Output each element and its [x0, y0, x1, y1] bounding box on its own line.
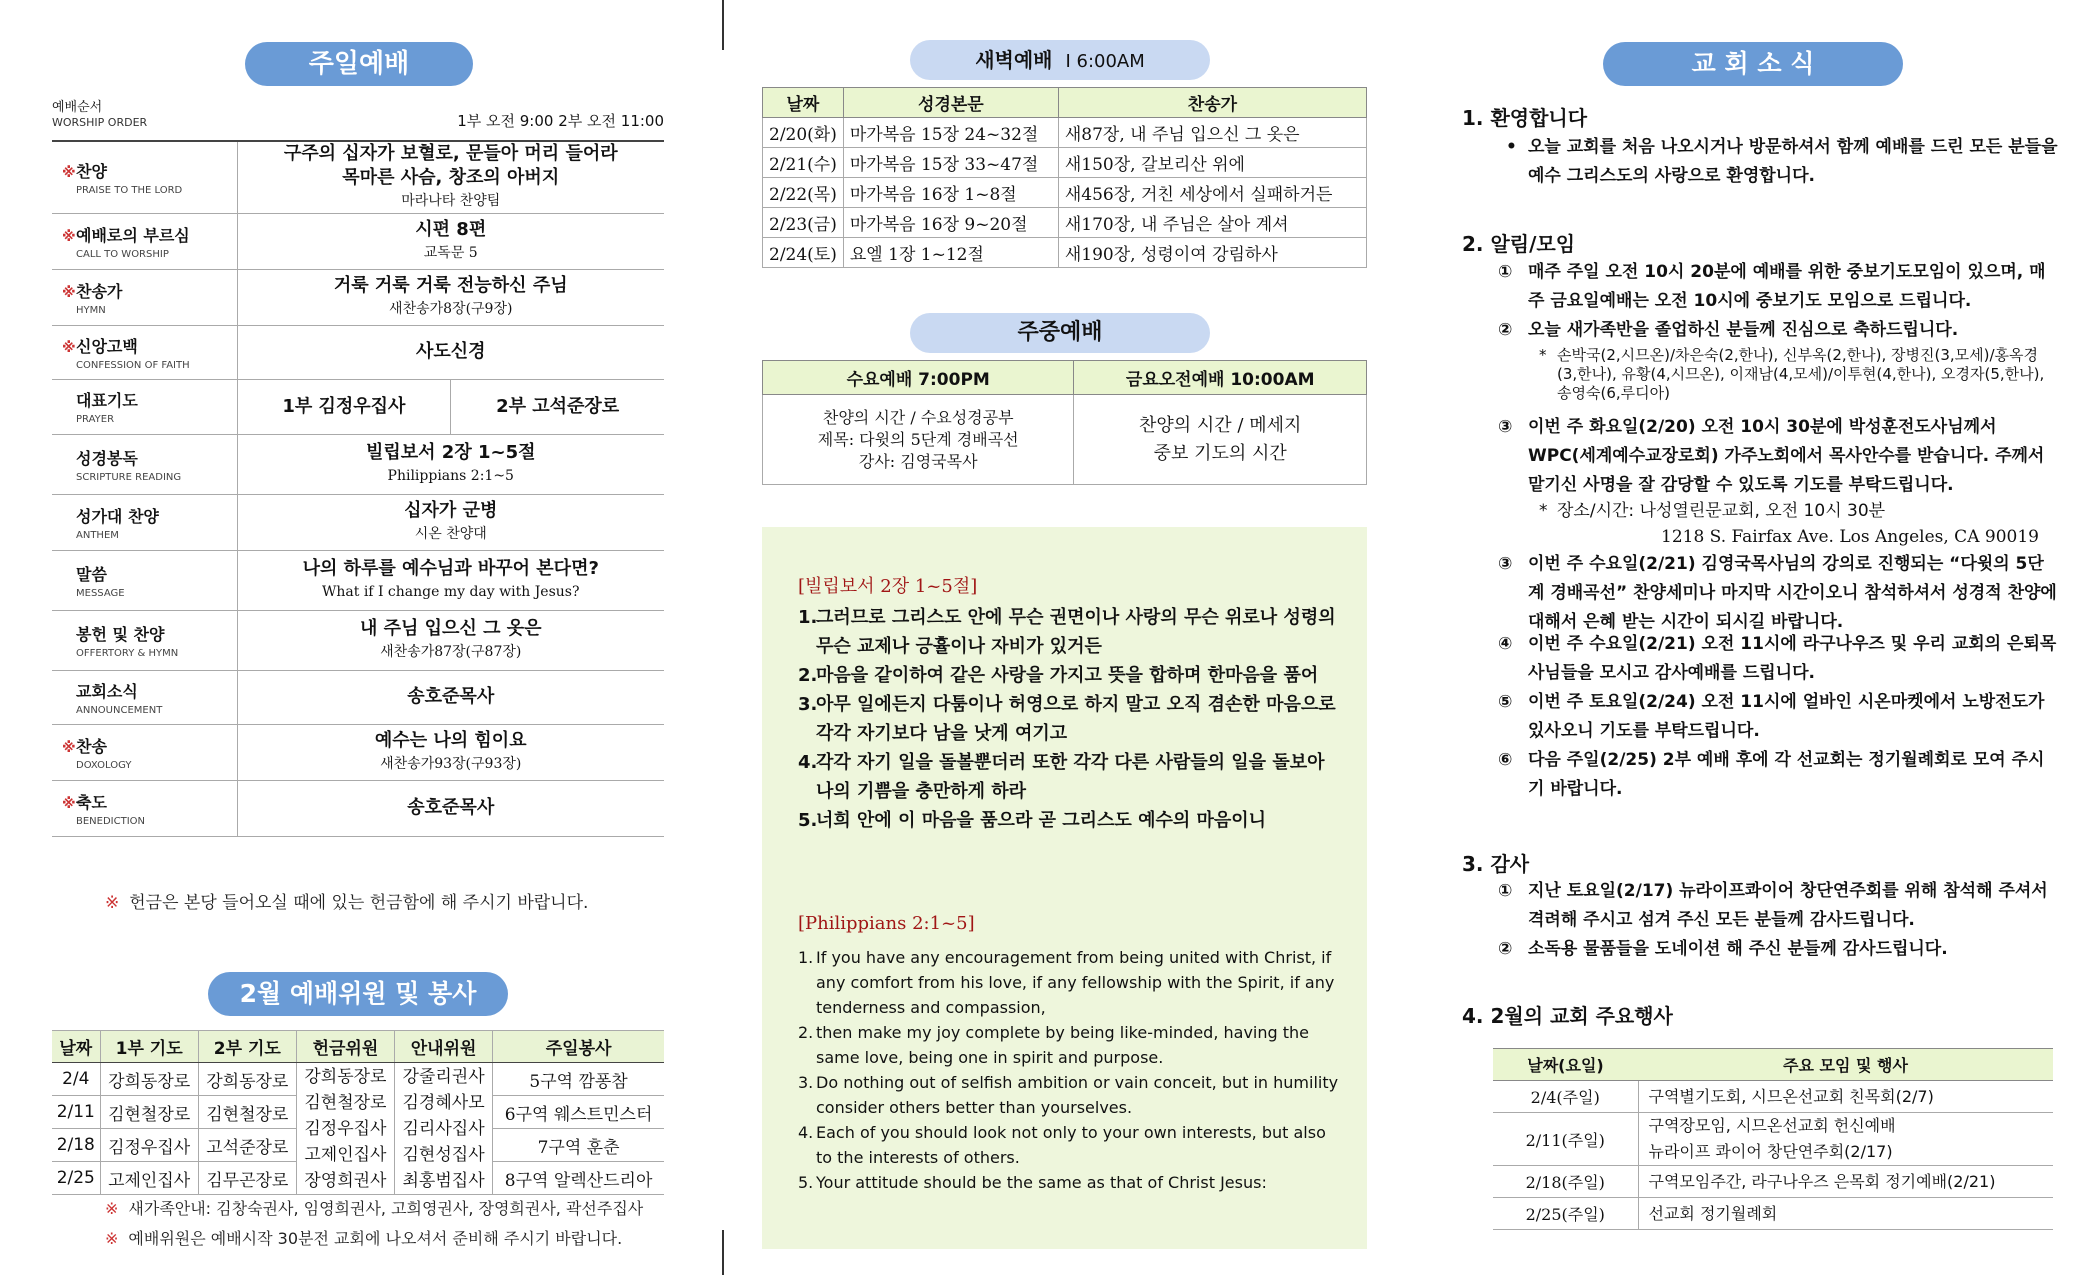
dawn-cell: 2/20(화): [763, 118, 844, 148]
event-name: [1638, 1113, 2053, 1166]
order-row: [52, 550, 664, 610]
dawn-cell: 2/23(금): [763, 208, 844, 238]
notice-item: [1498, 630, 2058, 688]
event-row: [1493, 1113, 2053, 1166]
order-label-en: MESSAGE: [76, 587, 125, 599]
dawn-cell: 마가복음 16장 1~8절: [843, 178, 1058, 208]
event-line: 선교회 정기월례회: [1648, 1203, 1778, 1223]
staff-cell: 7구역 훈춘: [493, 1129, 664, 1162]
order-label-en: ANNOUNCEMENT: [76, 704, 163, 716]
dawn-cell: 마가복음 16장 9~20절: [843, 208, 1058, 238]
verse: [798, 661, 1343, 690]
staff-name: 김경혜사모: [402, 1092, 485, 1113]
dawn-header: 날짜: [763, 88, 844, 118]
order-label-ko: 성가대 찬양: [76, 506, 159, 526]
order-label-ko: 교회소식: [76, 681, 138, 701]
dawn-cell: 2/21(수): [763, 148, 844, 178]
order-sub-text: 새찬송가87장(구87장): [380, 644, 522, 660]
order-label: [52, 670, 237, 724]
order-main-text: 빌립보서 2장 1~5절: [365, 442, 536, 463]
order-row: [52, 610, 664, 670]
order-label-en: PRAISE TO THE LORD: [76, 184, 183, 196]
notice-number: ③: [1498, 417, 1513, 437]
required-mark: ※: [62, 740, 76, 756]
scripture-box: [762, 527, 1367, 1249]
prayer-split: [238, 380, 665, 434]
order-row: [52, 494, 664, 550]
staff-cell: 강희동장로: [198, 1063, 296, 1096]
dawn-row: [763, 208, 1367, 238]
order-main-text: 예수는 나의 힘이요: [374, 730, 527, 751]
verse-number: 2.: [798, 1023, 814, 1042]
ordination-place: * 장소/시간: 나성열린문교회, 오전 10시 30분 1218 S. Fairfax Ave. Los Angeles, CA 90019: [1539, 501, 2039, 547]
thanks-item: [1498, 877, 2058, 935]
thanks-number: ①: [1498, 881, 1513, 901]
required-mark: ※: [62, 229, 76, 245]
english-scripture-ref: [Philippians 2:1~5]: [798, 913, 975, 934]
notice-text: 오늘 새가족반을 졸업하신 분들께 진심으로 축하드립니다.: [1528, 320, 1959, 340]
verse-text: Your attitude should be the same as that of Christ Jesus:: [816, 1173, 1267, 1192]
order-main-text: 시편 8편: [415, 219, 487, 240]
order-label-ko: 대표기도: [76, 391, 138, 410]
verse-text: 아무 일에든지 다툼이나 허영으로 하지 말고 오직 겸손한 마음으로 각각 자기보다 남을 낫게 여기고: [816, 694, 1336, 744]
thanks-text: 소독용 물품들을 도네이션 해 주신 분들께 감사드립니다.: [1528, 939, 1948, 959]
verse-text: Each of you should look not only to your own interests, but also to the interests of others.: [816, 1123, 1326, 1167]
english-verses: [798, 945, 1343, 1195]
event-date: 2/11(주일): [1493, 1113, 1638, 1166]
staff-cell: 고석준장로: [198, 1129, 296, 1162]
verse-text: 너희 안에 이 마음을 품으라 곧 그리스도 예수의 마음이니: [816, 810, 1267, 831]
staff-cell: 5구역 깜퐁참: [493, 1063, 664, 1096]
order-label-en: CONFESSION OF FAITH: [76, 359, 190, 371]
staff-cell: 2/25: [52, 1162, 100, 1195]
verse-number: 2.: [798, 665, 818, 686]
order-main-text: 구주의 십자가 보혈로, 문들아 머리 들어라: [283, 143, 618, 165]
order-label-ko: 찬송: [76, 736, 107, 756]
order-value: [237, 670, 664, 724]
thanks-item: [1498, 935, 2058, 964]
fri-cell: 찬양의 시간 / 메세지 중보 기도의 시간: [1074, 395, 1367, 485]
verse-number: 4.: [798, 1123, 814, 1142]
verse: [798, 748, 1343, 806]
order-label: [52, 213, 237, 269]
order-value: [237, 780, 664, 836]
worship-order-table: [52, 140, 664, 837]
required-mark: ※: [62, 340, 76, 356]
event-line: 구역별기도회, 시므온선교회 친목회(2/7): [1648, 1086, 1934, 1106]
order-label-en: DOXOLOGY: [76, 759, 132, 771]
staff-cell: 2/4: [52, 1063, 100, 1096]
staff-title: 2월 예배위원 및 봉사: [208, 972, 508, 1016]
order-main-text-2: 목마른 사슴, 창조의 아버지: [342, 167, 560, 189]
notice-text: 이번 주 수요일(2/21) 김영국목사님의 강의로 진행되는 “다윗의 5단계 경배곡선” 찬양세미나 마지막 시간이오니 참석하셔서 성경적 찬양에 대해서 은혜 받는 시간이 되시길 바랍니다.: [1528, 554, 2057, 632]
event-name: [1638, 1081, 2053, 1113]
notice-text: 매주 주일 오전 10시 20분에 예배를 위한 중보기도모임이 있으며, 매주 금요일예배는 오전 10시에 중보기도 모임으로 드립니다.: [1528, 262, 2046, 311]
notice-number: ⑤: [1498, 692, 1513, 712]
verse: [798, 806, 1343, 835]
prayer-second-service: 2부 고석준장로: [496, 395, 620, 417]
welcome-heading: 1. 환영합니다: [1462, 106, 1588, 130]
notice-item: [1498, 316, 2058, 345]
event-row: [1493, 1166, 2053, 1198]
order-label: [52, 325, 237, 379]
dawn-row: [763, 118, 1367, 148]
order-label: [52, 141, 237, 213]
ushers: [395, 1063, 493, 1195]
new-family-note: ※ 새가족안내: 김창숙권사, 임영희권사, 고희영권사, 장영희권사, 곽선주집사: [105, 1199, 644, 1218]
events-date-header: 날짜(요일): [1493, 1049, 1638, 1081]
order-label-en: SCRIPTURE READING: [76, 471, 182, 483]
order-sub-text: What if I change my day with Jesus?: [322, 584, 580, 600]
order-value: [237, 213, 664, 269]
events-name-header: 주요 모임 및 행사: [1638, 1049, 2053, 1081]
order-label-ko: 말씀: [76, 564, 107, 584]
staff-cell: 6구역 웨스트민스터: [493, 1096, 664, 1129]
order-main-text: 거룩 거룩 거룩 전능하신 주님: [333, 275, 568, 296]
order-value: [237, 141, 664, 213]
order-row: [52, 434, 664, 494]
notice-item: [1498, 746, 2058, 804]
event-line: 뉴라이프 콰이어 창단연주회(2/17): [1648, 1142, 1893, 1161]
order-main-text: 송호준목사: [407, 686, 495, 707]
verse-number: 4.: [798, 752, 818, 773]
order-label-ko: 예배로의 부르심: [76, 225, 190, 245]
notice-text: 다음 주일(2/25) 2부 예배 후에 각 선교회는 정기월례회로 모여 주시기 바랍니다.: [1528, 750, 2045, 799]
staff-cell: 김현철장로: [100, 1096, 198, 1129]
dawn-header: 성경본문: [843, 88, 1058, 118]
verse: [798, 1020, 1343, 1070]
notice-text: 이번 주 토요일(2/24) 오전 11시에 얼바인 시온마켓에서 노방전도가 있사오니 기도를 부탁드립니다.: [1528, 692, 2045, 741]
order-row: [52, 379, 664, 434]
notice-number: ①: [1498, 262, 1513, 282]
dawn-cell: 2/22(목): [763, 178, 844, 208]
verse-number: 3.: [798, 694, 818, 715]
staff-name: 고제인집사: [304, 1144, 387, 1165]
weekday-worship-table: [762, 360, 1367, 485]
order-value: [237, 379, 664, 434]
order-label: [52, 610, 237, 670]
wed-cell: 찬양의 시간 / 수요성경공부 제목: 다윗의 5단계 경배곡선 강사: 김영국목사: [763, 395, 1074, 485]
sunday-worship-title: 주일예배: [245, 42, 473, 86]
order-row: [52, 780, 664, 836]
staff-header: 안내위원: [395, 1031, 493, 1063]
order-label-ko: 찬송가: [76, 281, 123, 301]
staff-cell: 2/11: [52, 1096, 100, 1129]
staff-cell: 고제인집사: [100, 1162, 198, 1195]
order-row: [52, 269, 664, 325]
staff-name: 강줄리권사: [402, 1066, 485, 1087]
event-row: [1493, 1081, 2053, 1113]
staff-cell: 강희동장로: [100, 1063, 198, 1096]
verse: [798, 1170, 1343, 1195]
order-value: [237, 434, 664, 494]
order-main-text: 사도신경: [415, 341, 486, 362]
order-label-en: HYMN: [76, 304, 106, 316]
notice-number: ②: [1498, 320, 1513, 340]
order-label-ko: 성경봉독: [76, 448, 138, 468]
order-label: [52, 550, 237, 610]
notice-item: [1498, 688, 2058, 746]
column-divider-bottom: [722, 1230, 724, 1275]
order-label-ko: 찬양: [76, 161, 107, 181]
order-main-text: 송호준목사: [407, 797, 495, 818]
event-date: 2/25(주일): [1493, 1198, 1638, 1230]
order-value: [237, 724, 664, 780]
order-label-en: ANTHEM: [76, 529, 119, 541]
event-name: [1638, 1166, 2053, 1198]
notice-item: [1498, 550, 2058, 637]
order-value: [237, 494, 664, 550]
order-sub-text: 교독문 5: [423, 245, 478, 261]
order-row: [52, 724, 664, 780]
dawn-row: [763, 148, 1367, 178]
order-label: [52, 494, 237, 550]
dawn-cell: 새456장, 거친 세상에서 실패하거든: [1058, 178, 1366, 208]
dawn-cell: 요엘 1장 1~12절: [843, 238, 1058, 268]
staff-name: 김정우집사: [304, 1118, 387, 1139]
worship-order-ko: 예배순서: [52, 100, 103, 115]
verse-text: Do nothing out of selfish ambition or vain conceit, but in humility consider others better than yourselves.: [816, 1073, 1339, 1117]
dawn-cell: 새150장, 갈보리산 위에: [1058, 148, 1366, 178]
staff-header: 날짜: [52, 1031, 100, 1063]
order-sub-text: 새찬송가93장(구93장): [380, 756, 522, 772]
order-value: [237, 610, 664, 670]
welcome-text: • 오늘 교회를 처음 나오시거나 방문하셔서 함께 예배를 드린 모든 분들을 예수 그리스도의 사랑으로 환영합니다.: [1506, 137, 2058, 186]
staff-header: 주일봉사: [493, 1031, 664, 1063]
order-value: [237, 325, 664, 379]
staff-header: 헌금위원: [296, 1031, 394, 1063]
staff-name: 강희동장로: [304, 1066, 387, 1087]
staff-header: 1부 기도: [100, 1031, 198, 1063]
event-date: 2/4(주일): [1493, 1081, 1638, 1113]
dawn-cell: 마가복음 15장 33~47절: [843, 148, 1058, 178]
wed-header: 수요예배 7:00PM: [763, 361, 1074, 395]
graduates-list: * 손박국(2,시므온)/차은숙(2,한나), 신부옥(2,한나), 장병진(3,모세)/홍옥경(3,한나), 유황(4,시므온), 이재남(4,모세)/이투현(4,한나), 오경자(5,한나), 송영숙(6,루디아): [1539, 346, 2045, 402]
required-mark: ※: [62, 285, 76, 301]
order-main-text: 십자가 군병: [404, 500, 498, 521]
staff-name: 김현성집사: [402, 1144, 485, 1165]
verse: [798, 603, 1343, 661]
thanks-number: ②: [1498, 939, 1513, 959]
notice-text: 이번 주 화요일(2/20) 오전 10시 30분에 박성훈전도사님께서 WPC(세계예수교장로회) 가주노회에서 목사안수를 받습니다. 주께서 맡기신 사명을 잘 감당할 수 있도록 기도를 부탁드립니다.: [1528, 417, 2045, 495]
dawn-worship-title: 새벽예배 I 6:00AM: [910, 40, 1210, 80]
verse: [798, 945, 1343, 1020]
fri-header: 금요오전예배 10:00AM: [1074, 361, 1367, 395]
order-sub-text: 마라나타 찬양팀: [401, 193, 501, 210]
staff-row: [52, 1063, 664, 1096]
dawn-cell: 새170장, 내 주님은 살아 계셔: [1058, 208, 1366, 238]
events-heading: 4. 2월의 교회 주요행사: [1462, 1004, 1673, 1028]
korean-verses: [798, 603, 1343, 835]
verse-number: 1.: [798, 607, 818, 628]
dawn-worship-table: [762, 87, 1367, 268]
order-sub-text: 시온 찬양대: [414, 526, 487, 542]
staff-cell: 김현철장로: [198, 1096, 296, 1129]
required-mark: ※: [62, 796, 76, 812]
verse-text: 그러므로 그리스도 안에 무슨 권면이나 사랑의 무슨 위로나 성령의 무슨 교제나 긍휼이나 자비가 있거든: [816, 607, 1336, 657]
order-label: [52, 269, 237, 325]
staff-name: 최홍범집사: [402, 1170, 485, 1191]
order-row: [52, 670, 664, 724]
order-label: [52, 379, 237, 434]
events-table: [1493, 1048, 2053, 1230]
event-line: 구역모임주간, 라구나우즈 은목회 정기예배(2/21): [1648, 1171, 1996, 1191]
verse-text: 각각 자기 일을 돌볼뿐더러 또한 각각 다른 사람들의 일을 돌보아 나의 기쁨을 충만하게 하라: [816, 752, 1325, 802]
thanks-heading: 3. 감사: [1462, 852, 1530, 876]
order-row: [52, 213, 664, 269]
order-label-en: CALL TO WORSHIP: [76, 248, 169, 260]
service-times: 1부 오전 9:00 2부 오전 11:00: [457, 112, 664, 130]
staff-cell: 김무곤장로: [198, 1162, 296, 1195]
staff-name: 김현철장로: [304, 1092, 387, 1113]
weekday-worship-title: 주중예배: [910, 313, 1210, 353]
notice-number: ④: [1498, 634, 1513, 654]
order-row: [52, 141, 664, 213]
staff-header: 2부 기도: [198, 1031, 296, 1063]
notice-number: ③: [1498, 554, 1513, 574]
notice-heading: 2. 알림/모임: [1462, 232, 1576, 256]
order-label-en: BENEDICTION: [76, 815, 146, 827]
korean-scripture-ref: [빌립보서 2장 1~5절]: [798, 576, 978, 597]
order-row: [52, 325, 664, 379]
order-label-ko: 축도: [76, 792, 107, 812]
required-mark: ※: [62, 165, 76, 182]
offering-committee: [296, 1063, 394, 1195]
order-sub-text: Philippians 2:1~5: [387, 468, 514, 484]
dawn-cell: 새190장, 성령이여 강림하사: [1058, 238, 1366, 268]
verse-text: If you have any encouragement from being united with Christ, if any comfort from his love, if any fellowship with the Spirit, if any tenderness and compassion,: [816, 948, 1335, 1017]
column-divider-top: [722, 0, 724, 50]
staff-name: 김리사집사: [402, 1118, 485, 1139]
verse: [798, 1120, 1343, 1170]
dawn-cell: 마가복음 15장 24~32절: [843, 118, 1058, 148]
event-date: 2/18(주일): [1493, 1166, 1638, 1198]
order-label-ko: 봉헌 및 찬양: [76, 624, 165, 644]
staff-name: 장영희권사: [304, 1170, 387, 1191]
order-label: [52, 780, 237, 836]
dawn-header: 찬송가: [1058, 88, 1366, 118]
worship-order-header: [52, 96, 664, 134]
order-main-text: 나의 하루를 예수님과 바꾸어 본다면?: [302, 558, 599, 579]
church-news-title: 교 회 소 식: [1603, 42, 1903, 86]
order-label: [52, 724, 237, 780]
order-sub-text: 새찬송가8장(구9장): [389, 301, 513, 317]
event-row: [1493, 1198, 2053, 1230]
order-value: [237, 269, 664, 325]
verse-number: 3.: [798, 1073, 814, 1092]
staff-table: [52, 1030, 664, 1195]
verse-number: 5.: [798, 1173, 814, 1192]
order-label-en: PRAYER: [76, 414, 115, 425]
verse-number: 5.: [798, 810, 818, 831]
staff-cell: 김정우집사: [100, 1129, 198, 1162]
worship-staff-note: ※ 예배위원은 예배시작 30분전 교회에 나오셔서 준비해 주시기 바랍니다.: [105, 1229, 623, 1248]
verse: [798, 690, 1343, 748]
staff-cell: 2/18: [52, 1129, 100, 1162]
dawn-cell: 2/24(토): [763, 238, 844, 268]
verse: [798, 1070, 1343, 1120]
event-name: [1638, 1198, 2053, 1230]
dawn-row: [763, 178, 1367, 208]
notice-number: ⑥: [1498, 750, 1513, 770]
dawn-row: [763, 238, 1367, 268]
order-value: [237, 550, 664, 610]
prayer-first-service: 1부 김정우집사: [238, 380, 452, 434]
dawn-cell: 새87장, 내 주님 입으신 그 옷은: [1058, 118, 1366, 148]
notice-item: [1498, 413, 2058, 500]
notice-item: [1498, 258, 2058, 316]
verse-number: 1.: [798, 948, 814, 967]
verse-text: then make my joy complete by being like-minded, having the same love, being one in spirit and purpose.: [816, 1023, 1309, 1067]
order-label-en: OFFERTORY & HYMN: [76, 647, 179, 659]
event-line: 구역장모임, 시므온선교회 헌신예배: [1648, 1116, 1896, 1135]
notice-text: 이번 주 수요일(2/21) 오전 11시에 라구나우즈 및 우리 교회의 은퇴목사님들을 모시고 감사예배를 드립니다.: [1528, 634, 2057, 683]
offering-note: ※ 헌금은 본당 들어오실 때에 있는 헌금함에 해 주시기 바랍니다.: [105, 893, 589, 913]
order-label: [52, 434, 237, 494]
verse-text: 마음을 같이하여 같은 사랑을 가지고 뜻을 합하며 한마음을 품어: [816, 665, 1319, 686]
order-label-ko: 신앙고백: [76, 336, 138, 356]
thanks-text: 지난 토요일(2/17) 뉴라이프콰이어 창단연주회를 위해 참석해 주셔서 격려해 주시고 섬겨 주신 모든 분들께 감사드립니다.: [1528, 881, 2048, 930]
worship-order-en: WORSHIP ORDER: [52, 116, 148, 129]
order-main-text: 내 주님 입으신 그 옷은: [359, 618, 542, 639]
staff-cell: 8구역 알렉산드리아: [493, 1162, 664, 1195]
